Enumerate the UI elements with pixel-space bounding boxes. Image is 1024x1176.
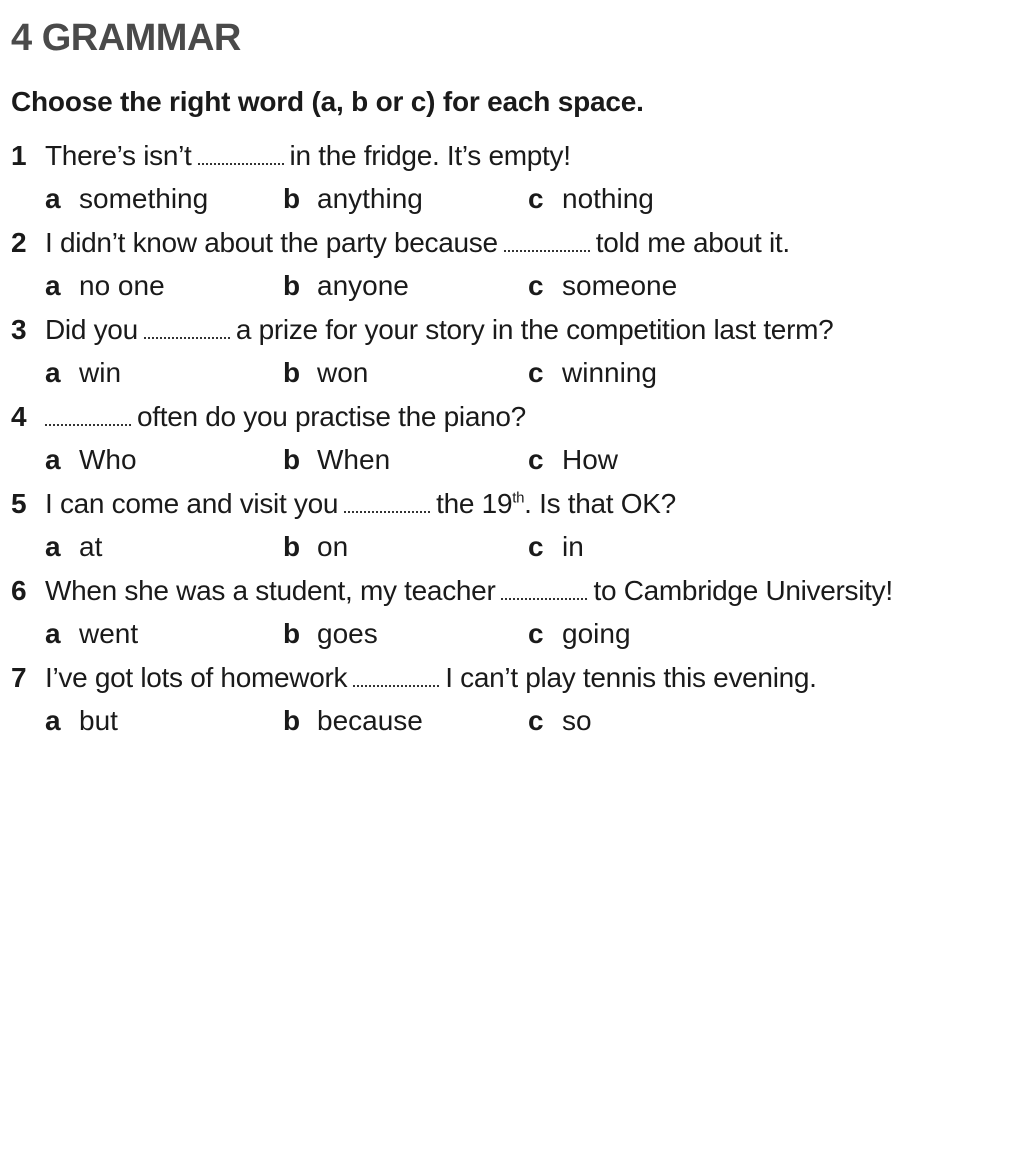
option-letter: c — [528, 705, 544, 736]
option-a[interactable] — [45, 701, 118, 741]
option-letter: b — [283, 444, 301, 475]
question-text-before: There’s isn’t — [45, 140, 192, 171]
question-sentence — [11, 223, 790, 263]
answer-options — [45, 527, 945, 567]
answer-blank[interactable] — [198, 143, 284, 165]
answer-options — [45, 440, 945, 480]
answer-options — [45, 353, 945, 393]
option-letter: b — [283, 618, 301, 649]
option-text: won — [317, 357, 369, 388]
answer-blank[interactable] — [144, 317, 230, 339]
question-item — [11, 484, 1021, 571]
question-sentence — [11, 136, 571, 176]
option-b[interactable] — [283, 701, 423, 741]
option-letter: b — [283, 183, 301, 214]
option-a[interactable] — [45, 527, 102, 567]
option-text: went — [79, 618, 139, 649]
option-b[interactable] — [283, 440, 390, 480]
option-text: nothing — [562, 183, 654, 214]
question-text-after: a prize for your story in the competition last term? — [235, 314, 834, 345]
question-number: 6 — [11, 575, 27, 606]
answer-blank[interactable] — [45, 404, 131, 426]
answer-options — [45, 266, 945, 306]
question-text-tail: . Is that OK? — [524, 488, 676, 519]
option-a[interactable] — [45, 266, 165, 306]
option-text: anyone — [317, 270, 409, 301]
option-letter: c — [528, 531, 544, 562]
option-c[interactable] — [528, 266, 677, 306]
option-c[interactable] — [528, 353, 657, 393]
option-text: but — [79, 705, 118, 736]
question-text-before: I can come and visit you — [45, 488, 339, 519]
option-text: win — [79, 357, 122, 388]
question-sentence — [11, 658, 817, 698]
question-sentence — [11, 397, 526, 437]
instruction-text: Choose the right word (a, b or c) for each space. — [11, 86, 644, 117]
option-letter: a — [45, 357, 61, 388]
option-text: goes — [317, 618, 378, 649]
option-b[interactable] — [283, 179, 423, 219]
option-text: something — [79, 183, 209, 214]
option-letter: c — [528, 618, 544, 649]
option-b[interactable] — [283, 527, 348, 567]
option-a[interactable] — [45, 614, 138, 654]
answer-blank[interactable] — [353, 665, 439, 687]
option-c[interactable] — [528, 179, 654, 219]
option-text: anything — [317, 183, 423, 214]
option-text: so — [562, 705, 592, 736]
answer-blank[interactable] — [344, 491, 430, 513]
option-a[interactable] — [45, 353, 121, 393]
answer-options — [45, 179, 945, 219]
question-item — [11, 571, 1021, 658]
question-text-after: the 19 — [436, 488, 513, 519]
option-text: going — [562, 618, 631, 649]
option-letter: c — [528, 270, 544, 301]
option-letter: c — [528, 444, 544, 475]
option-c[interactable] — [528, 614, 631, 654]
option-letter: b — [283, 531, 301, 562]
answer-options — [45, 614, 945, 654]
option-text: someone — [562, 270, 678, 301]
question-sentence — [11, 484, 676, 524]
option-b[interactable] — [283, 614, 378, 654]
question-text-before: Did you — [45, 314, 138, 345]
question-number: 5 — [11, 488, 27, 519]
section-title: 4 GRAMMAR — [11, 17, 241, 59]
question-text-before: I didn’t know about the party because — [45, 227, 498, 258]
answer-blank[interactable] — [504, 230, 590, 252]
question-number: 7 — [11, 662, 27, 693]
question-number: 4 — [11, 401, 27, 432]
option-letter: b — [283, 270, 301, 301]
question-number: 1 — [11, 140, 27, 171]
option-text: How — [562, 444, 619, 475]
option-letter: a — [45, 531, 61, 562]
question-text-after: told me about it. — [595, 227, 790, 258]
question-text-before: When she was a student, my teacher — [45, 575, 496, 606]
question-number: 3 — [11, 314, 27, 345]
option-text: at — [79, 531, 103, 562]
option-letter: a — [45, 618, 61, 649]
option-letter: c — [528, 183, 544, 214]
question-text-before: I’ve got lots of homework — [45, 662, 348, 693]
question-text-after: often do you practise the piano? — [137, 401, 526, 432]
question-item — [11, 223, 1021, 310]
option-a[interactable] — [45, 440, 137, 480]
answer-blank[interactable] — [501, 578, 587, 600]
option-text: no one — [79, 270, 165, 301]
option-text: winning — [562, 357, 657, 388]
option-c[interactable] — [528, 440, 618, 480]
question-item — [11, 397, 1021, 484]
option-letter: a — [45, 705, 61, 736]
ordinal-suffix: th — [512, 489, 525, 507]
question-list — [11, 136, 1021, 745]
option-a[interactable] — [45, 179, 208, 219]
option-letter: a — [45, 183, 61, 214]
option-c[interactable] — [528, 701, 592, 741]
option-b[interactable] — [283, 266, 409, 306]
option-c[interactable] — [528, 527, 584, 567]
option-letter: b — [283, 357, 301, 388]
question-item — [11, 658, 1021, 745]
question-item — [11, 136, 1021, 223]
question-sentence — [11, 310, 833, 350]
option-letter: a — [45, 444, 61, 475]
option-text: in — [562, 531, 584, 562]
question-text-after: in the fridge. It’s empty! — [289, 140, 571, 171]
option-text: When — [317, 444, 391, 475]
option-b[interactable] — [283, 353, 368, 393]
question-item — [11, 310, 1021, 397]
question-number: 2 — [11, 227, 27, 258]
question-sentence — [11, 571, 893, 611]
option-text: on — [317, 531, 349, 562]
option-letter: a — [45, 270, 61, 301]
answer-options — [45, 701, 945, 741]
question-text-after: I can’t play tennis this evening. — [445, 662, 817, 693]
option-text: because — [317, 705, 423, 736]
question-text-after: to Cambridge University! — [593, 575, 893, 606]
option-letter: c — [528, 357, 544, 388]
option-letter: b — [283, 705, 301, 736]
option-text: Who — [79, 444, 137, 475]
